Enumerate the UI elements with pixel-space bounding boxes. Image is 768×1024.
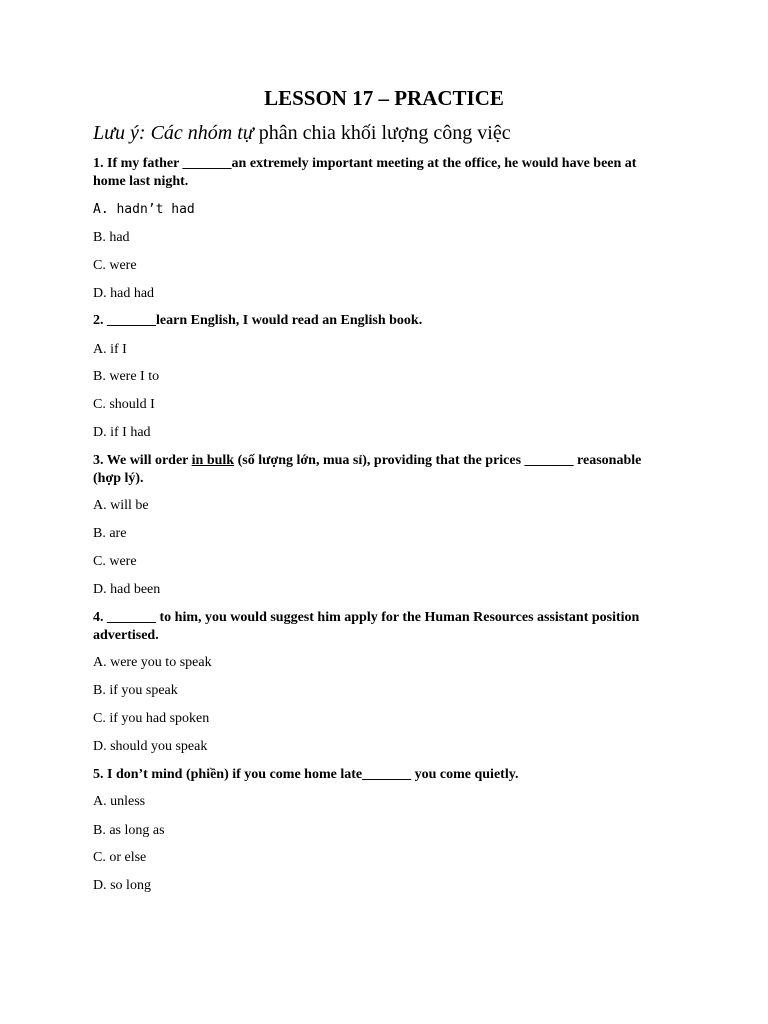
note-italic-text: Lưu ý: Các nhóm tự: [93, 122, 259, 144]
question-1-option-b: B. had: [93, 230, 130, 245]
question-5-option-a: A. unless: [93, 794, 146, 809]
question-3-underlined-term: in bulk: [191, 453, 235, 468]
question-1-option-c: C. were: [93, 258, 137, 273]
question-1-option-d: D. had had: [93, 286, 155, 301]
question-5-option-c: C. or else: [93, 850, 147, 865]
question-2-option-d: D. if I had: [93, 425, 151, 440]
question-4-option-a: A. were you to speak: [93, 655, 212, 670]
question-3-text-after: (số lượng lớn, mua sỉ), providing that the prices _______ reasonable (hợp lý).: [93, 453, 642, 486]
question-2-option-b: B. were I to: [93, 369, 160, 384]
question-3-text-before: 3. We will order: [93, 453, 192, 468]
question-3-option-d: D. had been: [93, 582, 161, 597]
note-plain-text: phân chia khối lượng công việc: [258, 122, 511, 144]
question-3-option-c: C. were: [93, 554, 137, 569]
question-5-option-d: D. so long: [93, 878, 151, 893]
question-3: [93, 452, 663, 488]
question-4: 4. _______ to him, you would suggest him apply for the Human Resources assistant position advertised.: [93, 610, 640, 643]
question-1: 1. If my father _______an extremely important meeting at the office, he would have been at home last night.: [93, 156, 637, 189]
question-2-option-a: A. if I: [93, 342, 127, 357]
group-note: [93, 122, 511, 145]
question-1-option-a: A. hadn’t had: [93, 202, 195, 217]
question-2-option-c: C. should I: [93, 397, 155, 412]
question-2: 2. _______learn English, I would read an English book.: [93, 313, 423, 328]
page-title: LESSON 17 – PRACTICE: [264, 86, 504, 110]
question-5-option-b: B. as long as: [93, 823, 165, 838]
question-4-option-d: D. should you speak: [93, 739, 208, 754]
question-3-option-a: A. will be: [93, 498, 149, 513]
question-3-option-b: B. are: [93, 526, 127, 541]
question-4-option-c: C. if you had spoken: [93, 711, 210, 726]
question-5: 5. I don’t mind (phiền) if you come home late_______ you come quietly.: [93, 767, 519, 782]
question-4-option-b: B. if you speak: [93, 683, 178, 698]
